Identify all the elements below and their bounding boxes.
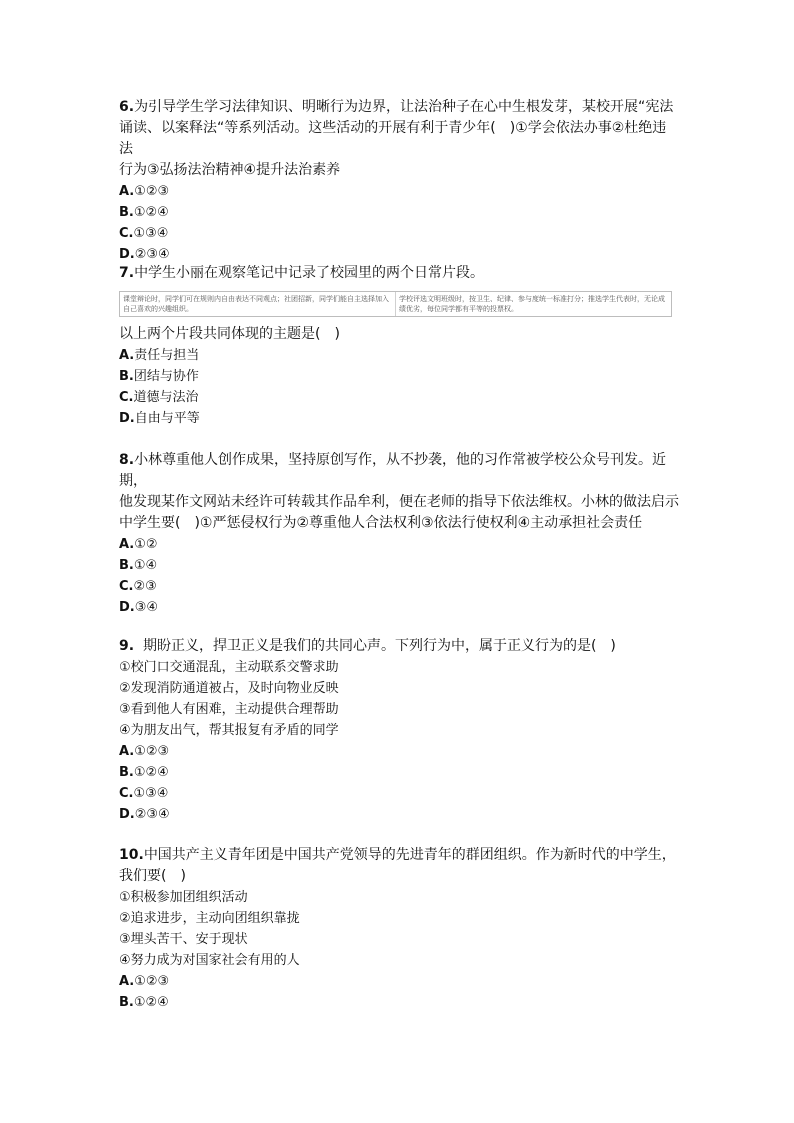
question-stem-line: 他发现某作文网站未经许可转载其作品牟利，便在老师的指导下依法维权。小林的做法启示 — [119, 494, 679, 510]
question-7 — [119, 263, 679, 429]
statement-line: ①积极参加团组织活动 — [119, 890, 248, 905]
option-b: B.①②④ — [119, 995, 169, 1010]
option-b: B.①②④ — [119, 205, 169, 220]
statement-line: ①校门口交通混乱，主动联系交警求助 — [119, 660, 339, 675]
question-number: 6. — [119, 99, 135, 115]
question-number: 9. — [119, 638, 135, 654]
option-a: A.①②③ — [119, 744, 170, 759]
question-number: 7. — [119, 265, 135, 281]
question-stem-line: 7.中学生小丽在观察笔记中记录了校园里的两个日常片段。 — [119, 265, 485, 281]
option-d: D.②③④ — [119, 247, 170, 262]
statement-line: ④努力成为对国家社会有用的人 — [119, 953, 300, 968]
option-b: B.①②④ — [119, 765, 169, 780]
question-number: 10. — [119, 847, 144, 863]
observation-note-image — [119, 291, 672, 317]
option-b: B.①④ — [119, 558, 158, 573]
question-stem-line: 6.为引导学生学习法律知识、明晰行为边界，让法治种子在心中生根发芽，某校开展“宪法 — [119, 99, 674, 115]
question-stem-line: 9. 期盼正义，捍卫正义是我们的共同心声。下列行为中，属于正义行为的是( ) — [119, 638, 616, 654]
question-8 — [119, 450, 679, 618]
question-stem-line: 中学生要( )①严惩侵权行为②尊重他人合法权利③依法行使权利④主动承担社会责任 — [119, 515, 643, 531]
option-a: A.责任与担当 — [119, 348, 200, 363]
statement-line: ②追求进步，主动向团组织靠拢 — [119, 911, 300, 926]
option-a: A.①②③ — [119, 184, 170, 199]
observation-snippet-left: 课堂辩论时，同学们可在规则内自由表达不同观点；社团招新，同学们能自主选择加入自己喜欢的兴趣组织。 — [123, 295, 389, 313]
option-c: C.②③ — [119, 579, 157, 594]
question-number: 8. — [119, 452, 135, 468]
statement-line: ③看到他人有困难，主动提供合理帮助 — [119, 702, 339, 717]
question-6 — [119, 97, 679, 265]
option-c: C.道德与法治 — [119, 390, 199, 405]
question-9 — [119, 636, 679, 825]
option-c: C.①③④ — [119, 226, 169, 241]
question-stem-line: 8.小林尊重他人创作成果，坚持原创写作，从不抄袭，他的习作常被学校公众号刊发。近期， — [119, 452, 667, 489]
observation-snippet-right: 学校评选文明班级时，按卫生、纪律、参与度统一标准打分；推选学生代表时，无论成绩优劣，每位同学都有平等的投票权。 — [395, 292, 671, 316]
question-stem-line: 行为③弘扬法治精神④提升法治素养 — [119, 162, 341, 178]
question-stem-line: 以上两个片段共同体现的主题是( ) — [119, 326, 340, 342]
statement-line: ③埋头苦干、安于现状 — [119, 932, 248, 947]
question-10 — [119, 845, 679, 1013]
statement-line: ④为朋友出气，帮其报复有矛盾的同学 — [119, 723, 339, 738]
option-a: A.①② — [119, 537, 158, 552]
option-d: D.②③④ — [119, 807, 170, 822]
option-d: D.自由与平等 — [119, 411, 200, 426]
question-stem-line: 我们要( ) — [119, 868, 186, 884]
option-d: D.③④ — [119, 600, 159, 615]
option-b: B.团结与协作 — [119, 369, 199, 384]
question-stem-line: 10.中国共产主义青年团是中国共产党领导的先进青年的群团组织。作为新时代的中学生， — [119, 847, 676, 863]
statement-line: ②发现消防通道被占，及时向物业反映 — [119, 681, 339, 696]
option-a: A.①②③ — [119, 974, 170, 989]
option-c: C.①③④ — [119, 786, 169, 801]
question-stem-line: 诵读、以案释法“等系列活动。这些活动的开展有利于青少年( )①学会依法办事②杜绝违法 — [119, 120, 667, 157]
